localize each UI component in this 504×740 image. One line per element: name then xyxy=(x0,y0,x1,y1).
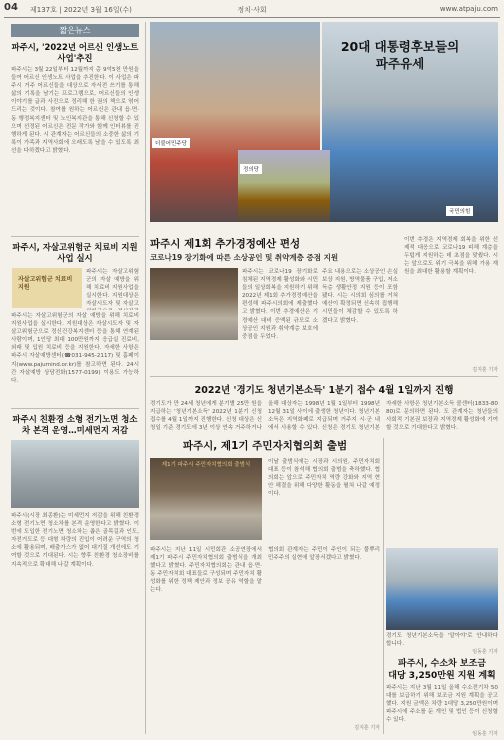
brief1-title: 파주시, '2022년 어르신 인생노트 사업'추진 xyxy=(11,42,139,63)
story1-col2: 주요 내용으로는 소상공인 손실보상 지원, 방역물품 구입, 저소득층 생활안정 지원 등이 포함됐다. 시는 시의회 심의를 거쳐 예산이 확정되면 신속히 집행해 시민들이 체감할 수 있도록 하겠다고 밝혔다. xyxy=(322,269,398,324)
story3-col2: 이날 출범식에는 시장과 시의원, 주민자치회 대표 등이 참석해 협의회 출범을 축하했다. 협의회는 앞으로 주민자치 역량 강화와 지역 현안 해결을 위해 다양한 활동을 펼쳐 나갈 예정이다. xyxy=(268,459,380,498)
youth-income-ad-image xyxy=(386,548,498,630)
brief3-photo xyxy=(11,440,139,508)
hero-title-line2: 파주유세 xyxy=(375,56,425,71)
story2-col2: 올해 대상자는 1998년 1월 1일부터 1998년 12월 31일 사이에 출생한 청년이다. 청년기본소득은 지역화폐로 지급되며 거주지 시·군 내에서 사용할 수 있다. 신청은 경기도 청년기본 xyxy=(268,401,380,432)
hero-title-line1: 20대 대통령후보들의 xyxy=(340,39,460,54)
divider xyxy=(11,408,139,409)
brief3-title: 파주시 친환경 소형 전기노면 청소차 본격 운영…미세먼지 저감 xyxy=(12,414,138,435)
side-ad-caption: 경기도 청년기본소득을 '알아야'로 안내하다 합니다. xyxy=(386,633,498,648)
story3-banner-text: 제1기 파주시 주민자치협의회 출범식 xyxy=(161,462,251,468)
column-divider xyxy=(383,438,384,734)
hero-caption-ppp: 국민의힘 xyxy=(446,206,473,216)
story3-photo xyxy=(150,458,262,540)
divider xyxy=(11,236,139,237)
brief2-logo-image xyxy=(12,268,82,308)
story1-photo xyxy=(150,268,238,340)
story3-col1: 파주시는 지난 11일 시민회관 소공연장에서 제1기 파주시 주민자치협의회 출범식을 개최했다고 밝혔다. 주민자치협의회는 관내 읍·면·동 주민자치회 대표들로 구성되며 주민자치 활성화를 위한 정책 제안과 정보 공유 역할을 맡는다. xyxy=(150,547,262,594)
brief2-title: 파주시, 자살고위험군 치료비 지원사업 실시 xyxy=(12,242,138,263)
hero-title xyxy=(310,38,490,72)
hero-caption-democratic: 더불어민주당 xyxy=(152,138,190,148)
brief2-logo-text: 자살고위험군 치료비 지원 xyxy=(18,276,73,291)
story1-subtitle: 코로나19 장기화에 따른 소상공인 및 취약계층 증점 지원 xyxy=(150,253,339,262)
story2-title: 2022년 '경기도 청년기본소득' 1분기 접수 4월 1일까지 진행 xyxy=(194,385,454,396)
story3-title: 파주시, 제1기 주민자치협의회 출범 xyxy=(182,440,348,452)
story4-title-line1: 파주시, 수소차 보조금 xyxy=(398,659,486,669)
page-number: 04 xyxy=(4,2,18,13)
story1-col3: 이번 추경은 지역경제 회복을 위한 선제적 대응으로 코로나19 피해 계층을 두텁게 지원하는 데 초점을 맞췄다. 시는 앞으로도 위기 극복을 위해 가용 재원을 최대한 활용할 계획이다. xyxy=(404,237,498,276)
story1-title: 파주시 제1회 추가경정예산 편성 xyxy=(150,238,301,250)
story4-col1: 파주시는 지난 3월 11일 올해 수소전기차 50대를 보급하기 위해 보조금 지원 계획을 공고했다. 지원 금액은 차량 1대당 3,250만원이며 파주시에 주소를 둔 개인 및 법인 등이 신청할 수 있다. xyxy=(386,685,498,724)
story3-col3: 협의회 관계자는 주민이 주인이 되는 풀뿌리 민주주의 실현에 앞장서겠다고 밝혔다. xyxy=(268,547,380,562)
brief1-body: 파주시는 3월 22일부터 12월까지 총 9억5천 만원을 들여 어르신 인생노트 사업을 추진한다. 이 사업은 파주시 거주 어르신들을 대상으로 자서전 쓰기를 통해 삶의 기록을 남기는 프로그램으로, 어르신들의 인생 이야기를 글과 사진으로 정리해 한 권의 책으로 엮어 드리는 것이다. 참여를 원하는 어르신은 관내 읍·면·동 행정복지센터 및 노인복지관을 통해 신청할 수 있으며 선정된 어르신은 전문 작가와 함께 인터뷰를 진행하게 된다. 시 관계자는 어르신들의 소중한 삶의 기록이 가족과 지역사회에 오래도록 남을 수 있도록 최선을 다하겠다고 밝혔다. xyxy=(11,67,139,154)
page-header xyxy=(0,0,504,16)
story2-col1: 경기도가 만 24세 청년에게 분기별 25만 원을 지급하는 '청년기본소득' 2022년 1분기 신청 접수를 4월 1일까지 진행한다. 신청 대상은 신청일 기준 경기도에 3년 이상 연속 거주하거나 xyxy=(150,401,262,432)
site-url[interactable]: www.atpaju.com xyxy=(439,5,498,13)
brief2-body-side: 파주시는 자살고위험군의 자살 예방을 위해 치료비 지원사업을 실시한다. 지원대상은 자살시도자 및 자살고 xyxy=(86,269,139,308)
header-rule xyxy=(4,17,500,18)
story3-byline: 김지훈 기자 xyxy=(354,725,380,731)
issue-info: 제137호 | 2022년 3월 16일(수) xyxy=(30,6,132,14)
brief3-body: 파주시(시장 최종환)는 미세먼지 저감을 위해 친환경 소형 전기노면 청소차를 본격 운영한다고 밝혔다. 이번에 도입한 전기노면 청소차는 좁은 골목길과 인도, 자전거도로 등 대형 차량의 진입이 어려운 구역의 청소에 활용되며, 배출가스가 없어 대기질 개선에도 기여할 것으로 기대된다. 시는 향후 친환경 청소장비를 지속적으로 확대해 나갈 계획이다. xyxy=(11,513,139,568)
section-title: 정치·사회 xyxy=(237,6,267,14)
brief2-body: 파주시는 자살고위험군의 자살 예방을 위해 치료비 지원사업을 실시한다. 지원대상은 자살시도자 및 자살고위험군으로 정신건강복지센터 등을 통해 연계된 사람이며, 1인당 최대 100만원까지 응급실 진료비, 외래 및 입원 치료비 등을 지원한다. 자세한 사항은 파주시 자살예방센터(☎031-945-2117) 및 홈페이지(www.pajumind.or.kr)를 참고하면 된다. 24시간 자살예방 상담전화(1577-0199) 이용도 가능하다. xyxy=(11,313,139,384)
story1-col1: 파주시는 코로나19 장기화로 침체된 지역경제 활성화와 시민들의 일상회복을 지원하기 위해 2022년 제1회 추가경정예산을 편성해 파주시의회에 제출했다고 밝혔다. 이번 추경예산은 기정예산 대비 증액된 규모로 소상공인 지원과 취약계층 보호에 중점을 두었다. xyxy=(242,269,318,340)
story4-title xyxy=(386,658,498,682)
divider xyxy=(150,376,498,377)
story4-title-line2: 대당 3,250만원 지원 계획 xyxy=(388,671,496,681)
side-ad-byline: 임동훈 기자 xyxy=(472,649,498,655)
hero-caption-justice: 정의당 xyxy=(240,164,262,174)
story4-byline: 임동훈 기자 xyxy=(472,731,498,737)
column-divider xyxy=(145,22,146,734)
section-tag: 짧은뉴스 xyxy=(11,24,139,37)
hero-photo-justice xyxy=(238,150,330,222)
story2-col3: 자세한 사항은 청년기본소득 콜센터(1833-8080)로 문의하면 된다. 도 관계자는 청년들의 사회적 기본권 보장과 지역경제 활성화에 기여할 것으로 기대한다고 밝혔다. xyxy=(386,401,498,432)
story1-byline: 김지훈 기자 xyxy=(472,367,498,373)
